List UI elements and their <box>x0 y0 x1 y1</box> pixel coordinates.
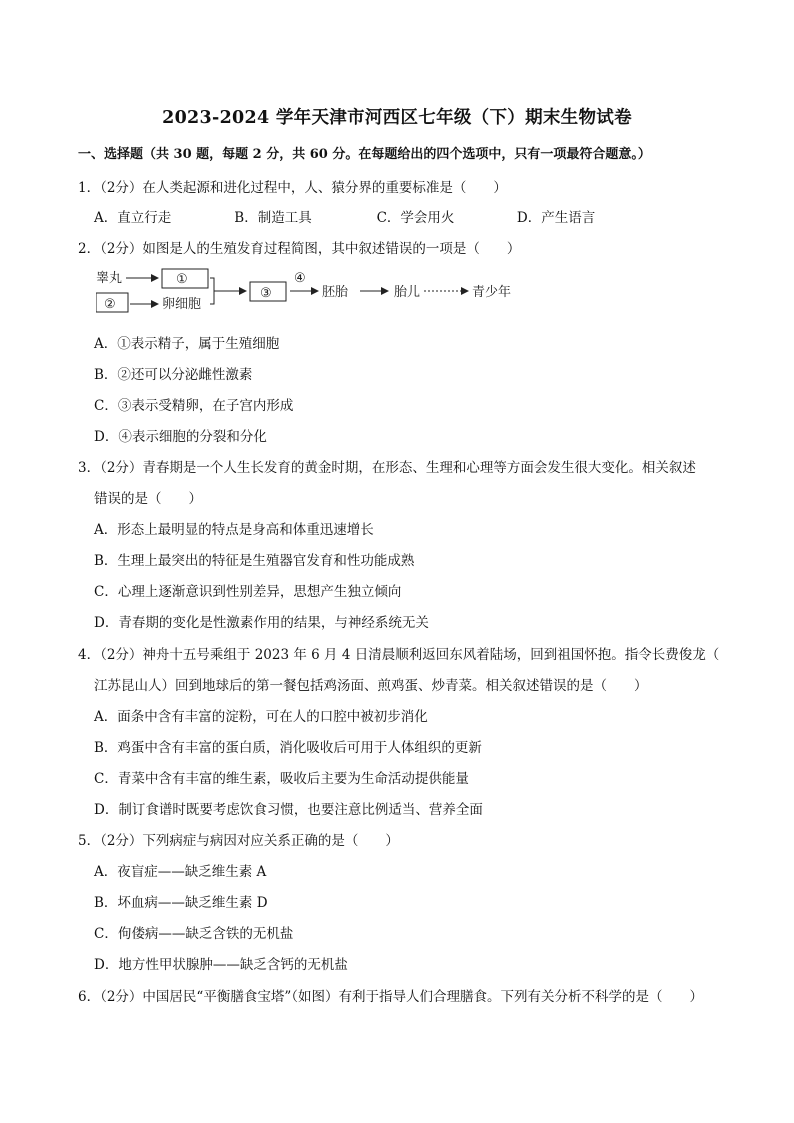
question-4-stem-continued: 江苏昆山人）回到地球后的第一餐包括鸡汤面、煎鸡蛋、炒青菜。相关叙述错误的是（ ） <box>94 678 648 694</box>
question-3-option-b[interactable]: B．生理上最突出的特征是生殖器官发育和性功能成熟 <box>94 553 415 569</box>
question-4-option-d[interactable]: D．制订食谱时既要考虑饮食习惯，也要注意比例适当、营养全面 <box>94 802 483 818</box>
question-2-option-b[interactable]: B．②还可以分泌雌性激素 <box>94 367 253 383</box>
question-5-option-d[interactable]: D．地方性甲状腺肿——缺乏含钙的无机盐 <box>94 957 348 973</box>
question-6-stem: 6．（2分）中国居民“平衡膳食宝塔”（如图）有利于指导人们合理膳食。下列有关分析不科学的是（ ） <box>78 989 703 1005</box>
question-4-stem: 4．（2分）神舟十五号乘组于 2023 年 6 月 4 日清晨顺利返回东风着陆场，回到祖国怀抱。指令长费俊龙（ <box>78 647 720 663</box>
diagram-merge-bracket <box>210 278 246 304</box>
question-3-stem-continued: 错误的是（ ） <box>94 491 202 507</box>
diagram-fetus-label: 胎儿 <box>394 285 421 300</box>
question-2-option-a[interactable]: A．①表示精子，属于生殖细胞 <box>94 336 280 352</box>
diagram-box-1-label: ① <box>176 272 188 287</box>
question-4-option-b[interactable]: B．鸡蛋中含有丰富的蛋白质，消化吸收后可用于人体组织的更新 <box>94 740 482 756</box>
question-3-option-a[interactable]: A．形态上最明显的特点是身高和体重迅速增长 <box>94 522 374 538</box>
question-5-option-c[interactable]: C．佝偻病——缺乏含铁的无机盐 <box>94 926 294 942</box>
diagram-box-2-label: ② <box>104 297 116 312</box>
question-1-stem: 1．（2分）在人类起源和进化过程中，人、猿分界的重要标准是（ ） <box>78 180 507 196</box>
section-heading: 一、选择题（共 30 题，每题 2 分，共 60 分。在每题给出的四个选项中，只有一项最符合题意。） <box>78 147 651 162</box>
reproduction-diagram <box>96 268 516 318</box>
question-1-option-b[interactable]: B．制造工具 <box>234 210 312 226</box>
diagram-box-3-label: ③ <box>260 286 272 301</box>
diagram-youth-label: 青少年 <box>472 285 512 300</box>
question-2-option-d[interactable]: D．④表示细胞的分裂和分化 <box>94 429 267 445</box>
question-5-option-b[interactable]: B．坏血病——缺乏维生素 D <box>94 895 268 911</box>
diagram-egg-label: 卵细胞 <box>162 297 202 312</box>
question-3-option-d[interactable]: D．青春期的变化是性激素作用的结果，与神经系统无关 <box>94 615 429 631</box>
diagram-embryo-label: 胚胎 <box>322 285 349 300</box>
question-1-option-a[interactable]: A．直立行走 <box>94 210 172 226</box>
diagram-testis-label: 睾丸 <box>96 271 123 286</box>
question-2-stem: 2．（2分）如图是人的生殖发育过程简图，其中叙述错误的一项是（ ） <box>78 241 521 257</box>
question-1-options <box>94 206 595 226</box>
diagram-arrow-4-label: ④ <box>294 271 306 286</box>
question-5-option-a[interactable]: A．夜盲症——缺乏维生素 A <box>94 864 267 880</box>
question-2-option-c[interactable]: C．③表示受精卵，在子宫内形成 <box>94 398 294 414</box>
question-4-option-c[interactable]: C．青菜中含有丰富的维生素，吸收后主要为生命活动提供能量 <box>94 771 469 787</box>
question-5-stem: 5．（2分）下列病症与病因对应关系正确的是（ ） <box>78 833 399 849</box>
question-3-stem: 3．（2分）青春期是一个人生长发育的黄金时期，在形态、生理和心理等方面会发生很大变化。相关叙述 <box>78 460 696 476</box>
page-title: 2023-2024 学年天津市河西区七年级（下）期末生物试卷 <box>162 108 632 128</box>
question-4-option-a[interactable]: A．面条中含有丰富的淀粉，可在人的口腔中被初步消化 <box>94 709 428 725</box>
question-1-option-c[interactable]: C．学会用火 <box>376 210 455 226</box>
question-3-option-c[interactable]: C．心理上逐渐意识到性别差异，思想产生独立倾向 <box>94 584 402 600</box>
question-1-option-d[interactable]: D．产生语言 <box>516 210 596 226</box>
